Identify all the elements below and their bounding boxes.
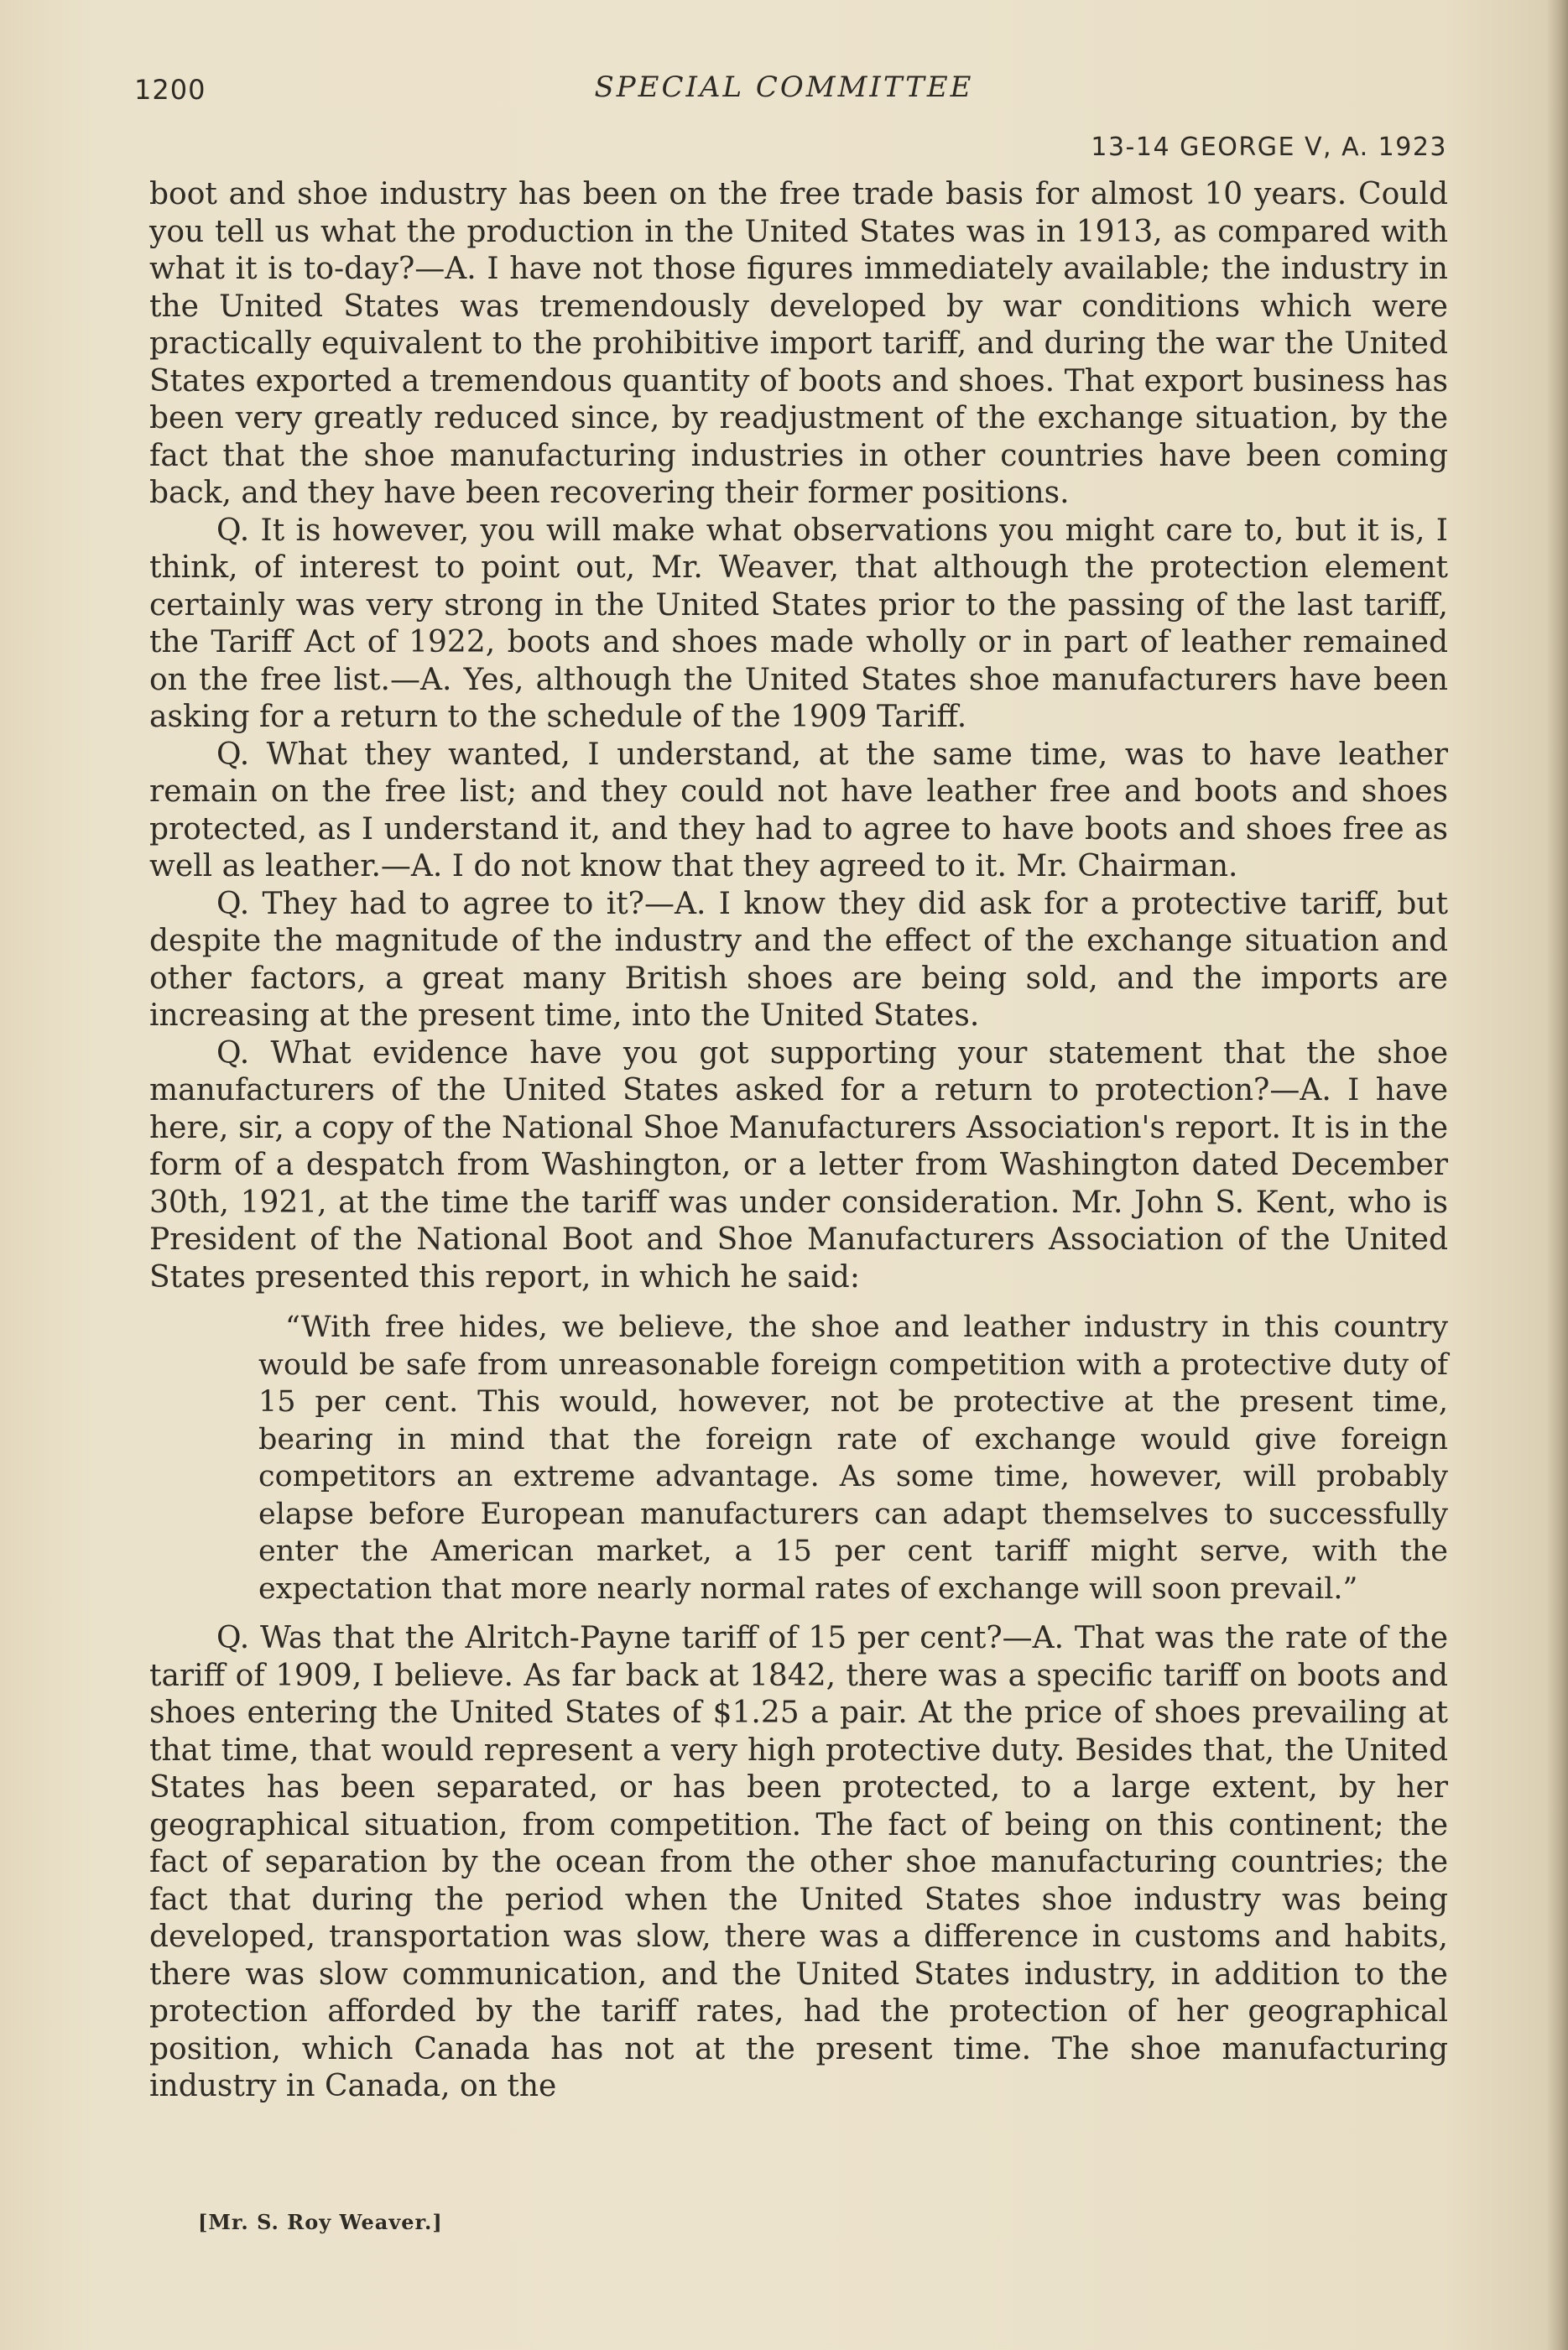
- page-number: 1200: [134, 74, 206, 106]
- body-text: [149, 176, 1448, 2106]
- session-reference: 13-14 GEORGE V, A. 1923: [1091, 133, 1447, 162]
- binding-shadow: [1546, 0, 1568, 2350]
- paragraph-question: Q. Was that the Alritch-Payne tariff of 15 per cent?—A. That was the rate of the tariff of 1909, I believe. As far back at 1842, there was a specific tariff on boots and shoes entering the United States of $1.25 a pair. At the price of shoes prevailing at that time, that would represent a very high protective duty. Besides that, the United States has been separated, or has been protected, to a large extent, by her geographical situation, from competition. The fact of being on this continent; the fact of separation by the ocean from the other shoe manufacturing countries; the fact that during the period when the United States shoe industry was being developed, transportation was slow, there was a difference in customs and habits, there was slow communication, and the United States industry, in addition to the protection afforded by the tariff rates, had the protection of her geographical position, which Canada has not at the present time. The shoe manufacturing industry in Canada, on the: [149, 1621, 1448, 2103]
- paragraph-question: Q. They had to agree to it?—A. I know they did ask for a protective tariff, but despite the magnitude of the industry and the effect of the exchange situation and other factors, a great many British shoes are being sold, and the imports are increasing at the present time, into the United States.: [149, 886, 1448, 1033]
- paragraph-question: Q. It is however, you will make what observations you might care to, but it is, I think, of interest to point out, Mr. Weaver, that although the protection element certainly was very strong in the United States prior to the passing of the last tariff, the Tariff Act of 1922, boots and shoes made wholly or in part of leather remained on the free list.—A. Yes, although the United States shoe manufacturers have been asking for a return to the schedule of the 1909 Tariff.: [149, 513, 1448, 734]
- paragraph-continued: boot and shoe industry has been on the free trade basis for almost 10 years. Could you tell us what the production in the United States was in 1913, as compared with what it is to-day?—A. I have not those figures immediately available; the industry in the United States was tremendously developed by war conditions which were practically equivalent to the prohibitive import tariff, and during the war the United States exported a tremendous quantity of boots and shoes. That export business has been very greatly reduced since, by readjustment of the exchange situation, by the fact that the shoe manufacturing industries in other countries have been coming back, and they have been recovering their former positions.: [149, 177, 1448, 510]
- paragraph-question: Q. What evidence have you got supporting your statement that the shoe manufacturers of the United States asked for a return to protection?—A. I have here, sir, a copy of the National Shoe Manufacturers Association's report. It is in the form of a despatch from Washington, or a letter from Washington dated December 30th, 1921, at the time the tariff was under consideration. Mr. John S. Kent, who is President of the National Boot and Shoe Manufacturers Association of the United States presented this report, in which he said:: [149, 1035, 1448, 1295]
- paragraph-question: Q. What they wanted, I understand, at the same time, was to have leather remain on the free list; and they could not have leather free and boots and shoes protected, as I understand it, and they had to agree to have boots and shoes free as well as leather.—A. I do not know that they agreed to it. Mr. Chairman.: [149, 737, 1448, 883]
- speaker-footer: [Mr. S. Roy Weaver.]: [198, 2210, 443, 2234]
- block-quote: “With free hides, we believe, the shoe and leather industry in this country would be safe from unreasonable foreign competition with a protective duty of 15 per cent. This would, however, not be protective at the present time, bearing in mind that the foreign rate of exchange would give foreign competitors an extreme advantage. As some time, however, will probably elapse before European manufacturers can adapt themselves to successfully enter the American market, a 15 per cent tariff might serve, with the expectation that more nearly normal rates of exchange will soon prevail.”: [258, 1310, 1448, 1606]
- running-title: SPECIAL COMMITTEE: [594, 70, 974, 104]
